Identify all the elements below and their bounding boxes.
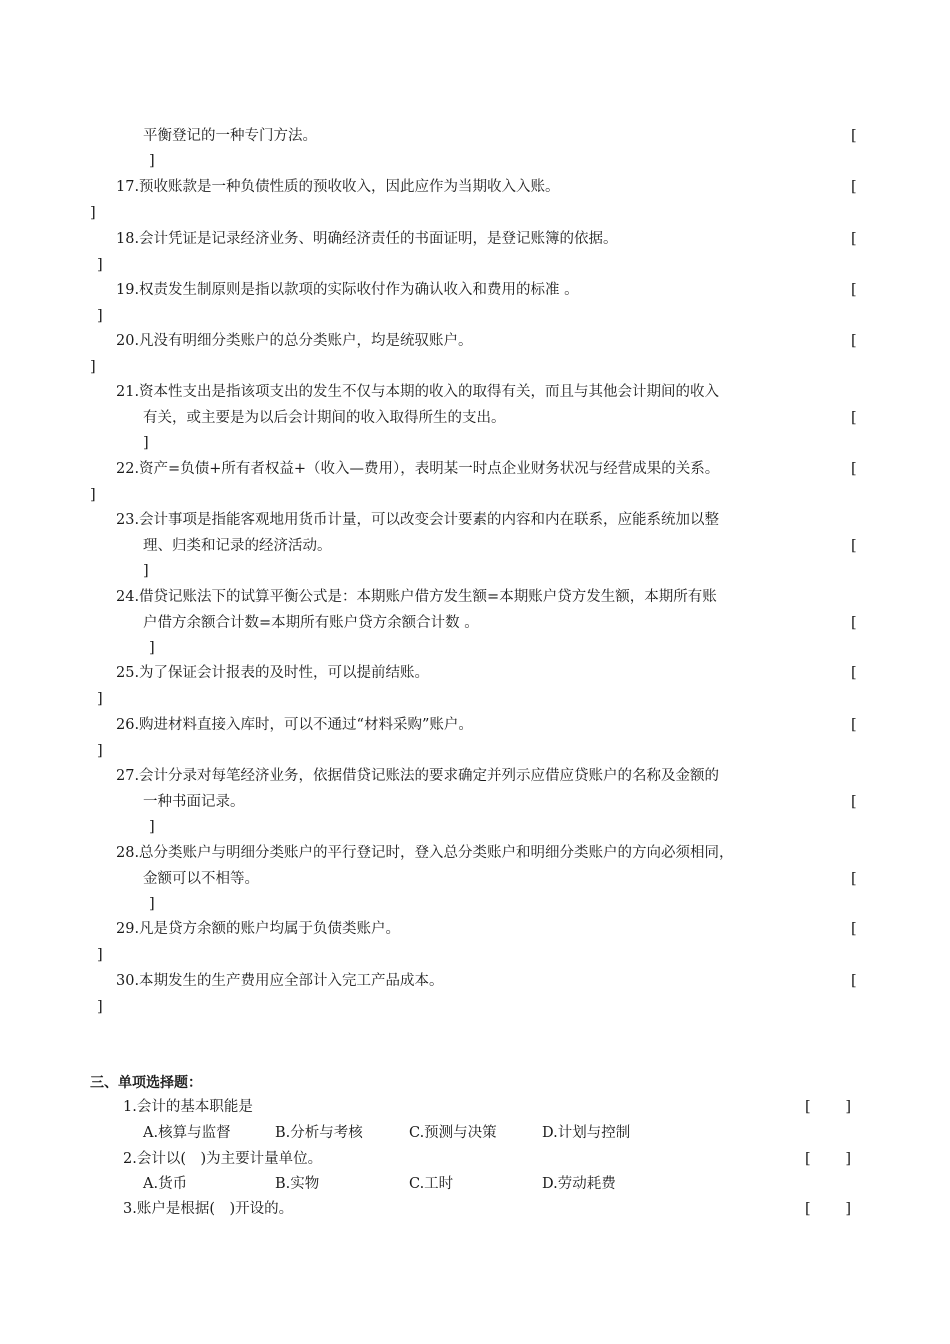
tf-question-line: 23.会计事项是指能客观地用货币计量，可以改变会计要素的内容和内在联系，应能系统加以整 bbox=[116, 512, 720, 528]
answer-bracket-close: ] bbox=[97, 947, 103, 963]
answer-bracket-close: ] bbox=[97, 743, 103, 759]
answer-bracket-close: ] bbox=[845, 1201, 851, 1217]
tf-question-line: 21.资本性支出是指该项支出的发生不仅与本期的收入的取得有关，而且与其他会计期间的收入 bbox=[116, 384, 720, 400]
mc-question: 2.会计以( )为主要计量单位。 bbox=[123, 1151, 323, 1167]
tf-question-line: 理、归类和记录的经济活动。 bbox=[143, 538, 332, 554]
answer-bracket-open: [ bbox=[851, 128, 857, 144]
answer-bracket-close: ] bbox=[149, 640, 155, 656]
answer-bracket-close: ] bbox=[149, 896, 155, 912]
answer-bracket-close: ] bbox=[90, 359, 96, 375]
tf-question-line: 28.总分类账户与明细分类账户的平行登记时，登入总分类账户和明细分类账户的方向必须相同， bbox=[116, 845, 734, 861]
tf-question-line: 30.本期发生的生产费用应全部计入完工产品成本。 bbox=[116, 973, 444, 989]
mc-option: C.工时 bbox=[409, 1176, 454, 1192]
answer-bracket-open: [ bbox=[851, 717, 857, 733]
answer-bracket-open: [ bbox=[851, 410, 857, 426]
answer-bracket-open: [ bbox=[851, 665, 857, 681]
answer-bracket bbox=[805, 1150, 851, 1168]
mc-question: 1.会计的基本职能是 bbox=[123, 1099, 253, 1115]
mc-question: 3.账户是根据( )开设的。 bbox=[123, 1201, 294, 1217]
mc-option: D.计划与控制 bbox=[542, 1125, 631, 1141]
mc-option: B.分析与考核 bbox=[275, 1125, 363, 1141]
tf-question-line: 有关，或主要是为以后会计期间的收入取得所生的支出。 bbox=[143, 410, 506, 426]
answer-bracket bbox=[805, 1200, 851, 1218]
answer-bracket-open: [ bbox=[805, 1201, 811, 1217]
answer-bracket-close: ] bbox=[90, 205, 96, 221]
tf-question-line: 25.为了保证会计报表的及时性，可以提前结账。 bbox=[116, 665, 430, 681]
answer-bracket-open: [ bbox=[805, 1099, 811, 1115]
tf-question-line: 22.资产=负债+所有者权益+（收入—费用），表明某一时点企业财务状况与经营成果的关系。 bbox=[116, 461, 720, 477]
tf-question-line: 27.会计分录对每笔经济业务，依据借贷记账法的要求确定并列示应借应贷账户的名称及金额的 bbox=[116, 768, 720, 784]
tf-question-line: 18.会计凭证是记录经济业务、明确经济责任的书面证明，是登记账簿的依据。 bbox=[116, 231, 618, 247]
tf-question-line: 20.凡没有明细分类账户的总分类账户，均是统驭账户。 bbox=[116, 333, 473, 349]
tf-question-line: 19.权责发生制原则是指以款项的实际收付作为确认收入和费用的标准 。 bbox=[116, 282, 579, 298]
answer-bracket-open: [ bbox=[851, 461, 857, 477]
answer-bracket-open: [ bbox=[851, 282, 857, 298]
answer-bracket-close: ] bbox=[149, 819, 155, 835]
tf-question-line: 24.借贷记账法下的试算平衡公式是：本期账户借方发生额=本期账户贷方发生额，本期所有账 bbox=[116, 589, 717, 605]
mc-option: A.核算与监督 bbox=[143, 1125, 231, 1141]
answer-bracket-open: [ bbox=[851, 921, 857, 937]
answer-bracket bbox=[805, 1098, 851, 1116]
answer-bracket-open: [ bbox=[851, 538, 857, 554]
answer-bracket-close: ] bbox=[143, 563, 149, 579]
tf-question-line: 17.预收账款是一种负债性质的预收收入，因此应作为当期收入入账。 bbox=[116, 179, 560, 195]
answer-bracket-close: ] bbox=[845, 1151, 851, 1167]
answer-bracket-open: [ bbox=[851, 973, 857, 989]
answer-bracket-open: [ bbox=[851, 231, 857, 247]
answer-bracket-close: ] bbox=[97, 257, 103, 273]
answer-bracket-close: ] bbox=[97, 999, 103, 1015]
mc-option: C.预测与决策 bbox=[409, 1125, 497, 1141]
answer-bracket-close: ] bbox=[90, 487, 96, 503]
mc-option: D.劳动耗费 bbox=[542, 1176, 616, 1192]
answer-bracket-close: ] bbox=[143, 435, 149, 451]
tf-question-line: 一种书面记录。 bbox=[143, 794, 245, 810]
answer-bracket-close: ] bbox=[97, 308, 103, 324]
tf-question-line: 金额可以不相等。 bbox=[143, 871, 259, 887]
mc-option: A.货币 bbox=[143, 1176, 188, 1192]
tf-question-line: 户借方余额合计数=本期所有账户贷方余额合计数 。 bbox=[143, 615, 479, 631]
answer-bracket-open: [ bbox=[805, 1151, 811, 1167]
answer-bracket-close: ] bbox=[149, 153, 155, 169]
section-heading: 三、单项选择题： bbox=[90, 1075, 202, 1091]
tf-question-line: 26.购进材料直接入库时，可以不通过“材料采购”账户。 bbox=[116, 717, 473, 733]
tf-question-line: 29.凡是贷方余额的账户均属于负债类账户。 bbox=[116, 921, 401, 937]
question-16-continuation: 平衡登记的一种专门方法。 bbox=[143, 128, 317, 144]
answer-bracket-open: [ bbox=[851, 333, 857, 349]
answer-bracket-close: ] bbox=[97, 691, 103, 707]
answer-bracket-open: [ bbox=[851, 794, 857, 810]
answer-bracket-open: [ bbox=[851, 615, 857, 631]
answer-bracket-open: [ bbox=[851, 179, 857, 195]
answer-bracket-close: ] bbox=[845, 1099, 851, 1115]
answer-bracket-open: [ bbox=[851, 871, 857, 887]
mc-option: B.实物 bbox=[275, 1176, 320, 1192]
